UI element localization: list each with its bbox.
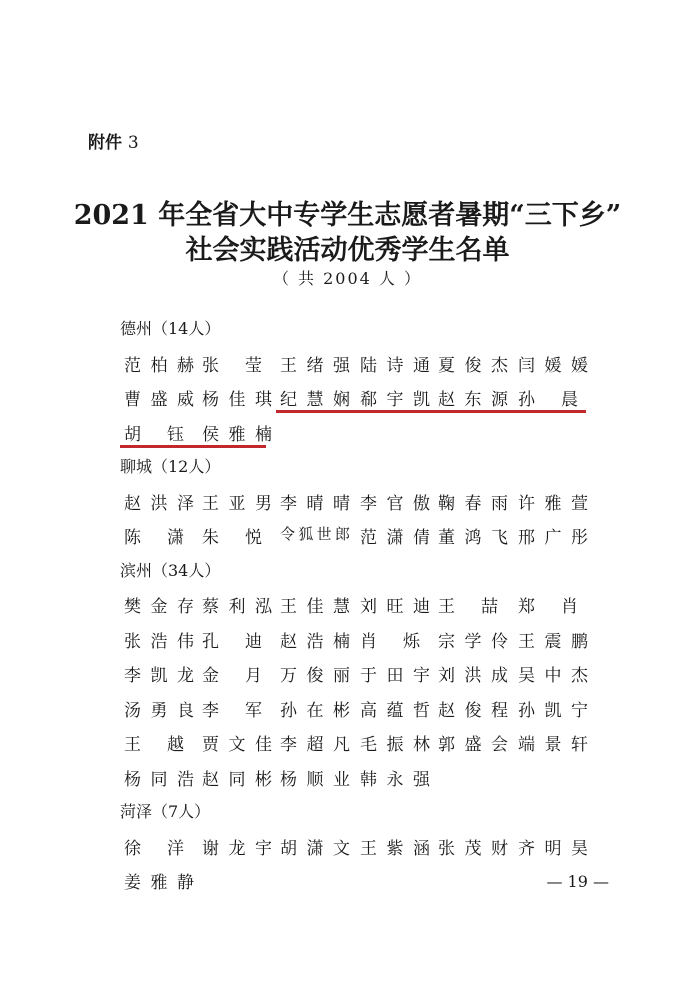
student-name: 吴 中 杰 xyxy=(518,666,588,686)
student-name: 孙 凯 宁 xyxy=(518,700,588,721)
student-name: 朱 悦 xyxy=(202,528,262,548)
student-name: 张 浩 伟 xyxy=(124,631,194,652)
student-name: 王 亚 男 xyxy=(202,493,272,514)
student-name: 闫 媛 媛 xyxy=(518,355,588,376)
student-name: 许 雅 萱 xyxy=(518,493,588,514)
student-name: 刘 洪 成 xyxy=(438,666,508,686)
total-count: （ 共 2004 人 ） xyxy=(272,269,423,288)
student-name: 李 军 xyxy=(202,700,262,721)
student-name: 郗 宇 凯 xyxy=(360,390,430,410)
student-name: 范 潇 倩 xyxy=(360,528,430,548)
student-name: 杨 同 浩 xyxy=(124,769,194,790)
student-name: 范 柏 赫 xyxy=(124,355,194,376)
document-title-line2: 社会实践活动优秀学生名单 xyxy=(185,235,510,266)
student-name: 李 晴 晴 xyxy=(280,493,350,514)
student-name: 郭 盛 会 xyxy=(438,735,508,755)
student-name: 曹 盛 威 xyxy=(124,390,194,410)
student-name: 于 田 宇 xyxy=(360,666,430,686)
student-name: 李 官 傲 xyxy=(360,493,430,514)
student-name: 陈 潇 xyxy=(124,528,184,548)
student-name: 汤 勇 良 xyxy=(124,700,194,721)
attachment-number: 3 xyxy=(127,133,139,153)
student-name: 毛 振 林 xyxy=(360,735,430,755)
student-name: 杨 顺 业 xyxy=(280,769,350,790)
student-name: 李 超 凡 xyxy=(280,735,350,755)
student-name: 孙 在 彬 xyxy=(280,700,350,721)
student-name: 赵 俊 程 xyxy=(438,700,508,721)
student-name: 纪 慧 娴 xyxy=(280,390,350,410)
student-name: 胡 钰 xyxy=(124,424,184,445)
student-name: 王 震 鹏 xyxy=(518,631,588,652)
document-title-line1: 2021 年全省大中专学生志愿者暑期“三下乡” xyxy=(73,200,622,231)
attachment-label xyxy=(88,128,139,153)
student-name: 樊 金 存 xyxy=(124,597,194,617)
student-name: 侯 雅 楠 xyxy=(202,424,272,445)
highlight-underline xyxy=(276,410,586,413)
student-name: 肖 烁 xyxy=(360,631,420,652)
highlight-underline xyxy=(120,445,266,448)
student-name: 王 紫 涵 xyxy=(360,838,430,859)
student-name: 王 越 xyxy=(124,735,184,755)
student-name: 令 狐 世 郎 xyxy=(280,525,350,543)
student-name: 陆 诗 通 xyxy=(360,355,430,376)
student-name: 高 蕴 哲 xyxy=(360,700,430,721)
student-name: 赵 浩 楠 xyxy=(280,631,350,652)
student-name: 谢 龙 宇 xyxy=(202,838,272,859)
student-name: 鞠 春 雨 xyxy=(438,493,508,514)
region-heading: 聊城（12人） xyxy=(120,457,221,476)
student-name: 刘 旺 迪 xyxy=(360,597,430,617)
region-heading: 菏泽（7人） xyxy=(120,802,211,821)
student-name: 万 俊 丽 xyxy=(280,666,350,686)
student-name: 贾 文 佳 xyxy=(202,735,272,755)
student-name: 金 月 xyxy=(202,666,262,686)
student-name: 孔 迪 xyxy=(202,631,262,652)
student-name: 胡 潇 文 xyxy=(280,838,350,859)
student-name: 齐 明 昊 xyxy=(518,838,588,859)
student-name: 徐 洋 xyxy=(124,838,184,859)
student-name: 王 佳 慧 xyxy=(280,597,350,617)
region-heading: 德州（14人） xyxy=(120,319,221,338)
student-name: 蔡 利 泓 xyxy=(202,597,272,617)
student-name: 宗 学 伶 xyxy=(438,631,508,652)
student-name: 杨 佳 琪 xyxy=(202,390,272,410)
student-name: 夏 俊 杰 xyxy=(438,355,508,376)
student-name: 董 鸿 飞 xyxy=(438,528,508,548)
student-name: 王 绪 强 xyxy=(280,355,350,376)
student-name: 姜 雅 静 xyxy=(124,873,194,893)
student-name: 李 凯 龙 xyxy=(124,666,194,686)
student-name: 郑 肖 xyxy=(518,597,578,617)
student-name: 端 景 轩 xyxy=(518,735,588,755)
region-heading: 滨州（34人） xyxy=(120,560,221,580)
student-name: 邢 广 彤 xyxy=(518,528,588,548)
student-name: 张 莹 xyxy=(202,355,262,376)
student-name: 王 喆 xyxy=(438,597,498,617)
page-number: — 19 — xyxy=(546,872,609,891)
student-name: 赵 同 彬 xyxy=(202,769,272,790)
student-name: 张 茂 财 xyxy=(438,838,508,859)
attachment-text: 附件 xyxy=(88,133,122,153)
student-name: 孙 晨 xyxy=(518,390,578,410)
student-name: 赵 洪 泽 xyxy=(124,493,194,514)
student-name: 韩 永 强 xyxy=(360,769,430,790)
student-name: 赵 东 源 xyxy=(438,390,508,410)
